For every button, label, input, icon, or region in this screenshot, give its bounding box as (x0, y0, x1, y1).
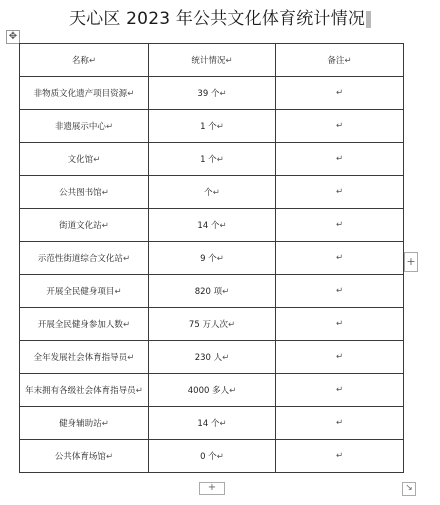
table-move-handle-icon[interactable]: ✥ (6, 30, 20, 44)
name-cell-text: 健身辅助站 (59, 419, 102, 429)
value-cell-text: 9 个 (200, 254, 217, 264)
note-cell[interactable] (276, 176, 404, 209)
name-cell-text: 开展全民健身参加人数 (37, 320, 123, 330)
name-cell[interactable] (20, 374, 149, 407)
paragraph-mark-icon: ↵ (93, 155, 101, 165)
name-cell-text: 街道文化站 (59, 221, 102, 231)
table-header-row (20, 44, 404, 77)
paragraph-mark-icon: ↵ (335, 451, 344, 461)
paragraph-mark-icon: ↵ (101, 221, 109, 231)
paragraph-mark-icon: ↵ (227, 320, 236, 330)
value-cell[interactable] (149, 341, 276, 374)
note-cell[interactable] (276, 275, 404, 308)
table-row (20, 275, 404, 308)
paragraph-mark-icon: ↵ (222, 353, 230, 363)
table-row (20, 143, 404, 176)
note-cell[interactable] (276, 407, 404, 440)
table-row (20, 374, 404, 407)
table-row (20, 440, 404, 473)
paragraph-mark-icon: ↵ (216, 452, 224, 462)
paragraph-mark-icon: ↵ (225, 56, 233, 66)
value-cell-text: 1 个 (200, 122, 217, 132)
value-cell-text: 75 万人次 (188, 320, 228, 330)
value-cell[interactable] (149, 374, 276, 407)
name-cell-text: 全年发展社会体育指导员 (33, 353, 128, 363)
paragraph-mark-icon: ↵ (135, 386, 143, 396)
paragraph-mark-icon: ↵ (105, 122, 114, 132)
value-cell[interactable] (149, 308, 276, 341)
table-row (20, 209, 404, 242)
value-cell[interactable] (149, 275, 276, 308)
paragraph-mark-icon: ↵ (335, 220, 344, 230)
value-cell-text: 0 个 (200, 452, 217, 462)
paragraph-mark-icon: ↵ (122, 320, 131, 330)
paragraph-mark-icon: ↵ (101, 419, 109, 429)
header-cell-text: 备注 (327, 56, 345, 66)
value-cell-text: 14 个 (197, 221, 220, 231)
paragraph-mark-icon: ↵ (229, 386, 237, 396)
paragraph-mark-icon: ↵ (88, 56, 97, 66)
note-cell[interactable] (276, 143, 404, 176)
header-cell[interactable] (149, 44, 276, 77)
note-cell[interactable] (276, 374, 404, 407)
note-cell[interactable] (276, 77, 404, 110)
statistics-table-body (20, 44, 404, 473)
name-cell[interactable] (20, 440, 149, 473)
note-cell[interactable] (276, 341, 404, 374)
text-cursor (366, 11, 371, 28)
header-cell-text: 名称 (71, 56, 89, 66)
value-cell[interactable] (149, 143, 276, 176)
value-cell[interactable] (149, 209, 276, 242)
name-cell[interactable] (20, 242, 149, 275)
note-cell[interactable] (276, 110, 404, 143)
paragraph-mark-icon: ↵ (344, 56, 352, 66)
paragraph-mark-icon: ↵ (127, 89, 135, 99)
paragraph-mark-icon: ↵ (335, 385, 344, 395)
name-cell[interactable] (20, 143, 149, 176)
paragraph-mark-icon: ↵ (219, 221, 227, 231)
header-cell[interactable] (276, 44, 404, 77)
name-cell-text: 非遗展示中心 (54, 122, 106, 132)
paragraph-mark-icon: ↵ (219, 419, 227, 429)
name-cell-text: 公共体育场馆 (54, 452, 106, 462)
table-row (20, 341, 404, 374)
name-cell[interactable] (20, 308, 149, 341)
value-cell-text: 个 (204, 188, 213, 198)
paragraph-mark-icon: ↵ (127, 353, 135, 363)
table-resize-handle-icon[interactable]: ↘ (402, 482, 416, 496)
header-cell-text: 统计情况 (191, 56, 226, 66)
name-cell[interactable] (20, 209, 149, 242)
paragraph-mark-icon: ↵ (216, 155, 224, 165)
paragraph-mark-icon: ↵ (335, 319, 344, 329)
value-cell[interactable] (149, 110, 276, 143)
paragraph-mark-icon: ↵ (335, 352, 344, 362)
name-cell-text: 非物质文化遗产项目资源 (33, 89, 128, 99)
value-cell-text: 230 人 (194, 353, 223, 363)
note-cell[interactable] (276, 440, 404, 473)
value-cell-text: 820 项 (194, 287, 223, 297)
paragraph-mark-icon: ↵ (335, 253, 344, 263)
name-cell[interactable] (20, 110, 149, 143)
table-row (20, 407, 404, 440)
note-cell[interactable] (276, 209, 404, 242)
paragraph-mark-icon: ↵ (122, 254, 131, 264)
name-cell[interactable] (20, 407, 149, 440)
paragraph-mark-icon: ↵ (212, 188, 220, 198)
value-cell[interactable] (149, 242, 276, 275)
name-cell-text: 公共图书馆 (59, 188, 102, 198)
value-cell-text: 14 个 (197, 419, 220, 429)
document-title-text: 天心区 2023 年公共文化体育统计情况 (68, 9, 366, 29)
name-cell-text: 开展全民健身项目 (46, 287, 115, 297)
paragraph-mark-icon: ↵ (335, 187, 344, 197)
paragraph-mark-icon: ↵ (222, 287, 230, 297)
value-cell-text: 1 个 (200, 155, 217, 165)
add-column-button[interactable]: + (404, 252, 418, 272)
table-row (20, 308, 404, 341)
value-cell[interactable] (149, 77, 276, 110)
name-cell-text: 示范性街道综合文化站 (37, 254, 123, 264)
paragraph-mark-icon: ↵ (335, 418, 344, 428)
name-cell[interactable] (20, 176, 149, 209)
note-cell[interactable] (276, 242, 404, 275)
name-cell[interactable] (20, 341, 149, 374)
paragraph-mark-icon: ↵ (219, 89, 227, 99)
paragraph-mark-icon: ↵ (105, 452, 114, 462)
value-cell[interactable] (149, 407, 276, 440)
table-row (20, 77, 404, 110)
table-row (20, 110, 404, 143)
paragraph-mark-icon: ↵ (216, 254, 224, 264)
value-cell-text: 39 个 (197, 89, 220, 99)
note-cell[interactable] (276, 308, 404, 341)
value-cell[interactable] (149, 440, 276, 473)
paragraph-mark-icon: ↵ (216, 122, 224, 132)
name-cell-text: 年末拥有各级社会体育指导员 (25, 386, 136, 396)
paragraph-mark-icon: ↵ (101, 188, 109, 198)
paragraph-mark-icon: ↵ (335, 154, 344, 164)
paragraph-mark-icon: ↵ (114, 287, 122, 297)
paragraph-mark-icon: ↵ (335, 121, 344, 131)
value-cell-text: 4000 多人 (187, 386, 230, 396)
paragraph-mark-icon: ↵ (335, 286, 344, 296)
document-title (0, 4, 440, 29)
value-cell[interactable] (149, 176, 276, 209)
name-cell-text: 文化馆 (67, 155, 94, 165)
name-cell[interactable] (20, 275, 149, 308)
statistics-table (19, 43, 404, 473)
table-row (20, 242, 404, 275)
name-cell[interactable] (20, 77, 149, 110)
table-row (20, 176, 404, 209)
add-row-button[interactable]: + (199, 482, 225, 495)
header-cell[interactable] (20, 44, 149, 77)
paragraph-mark-icon: ↵ (335, 88, 344, 98)
